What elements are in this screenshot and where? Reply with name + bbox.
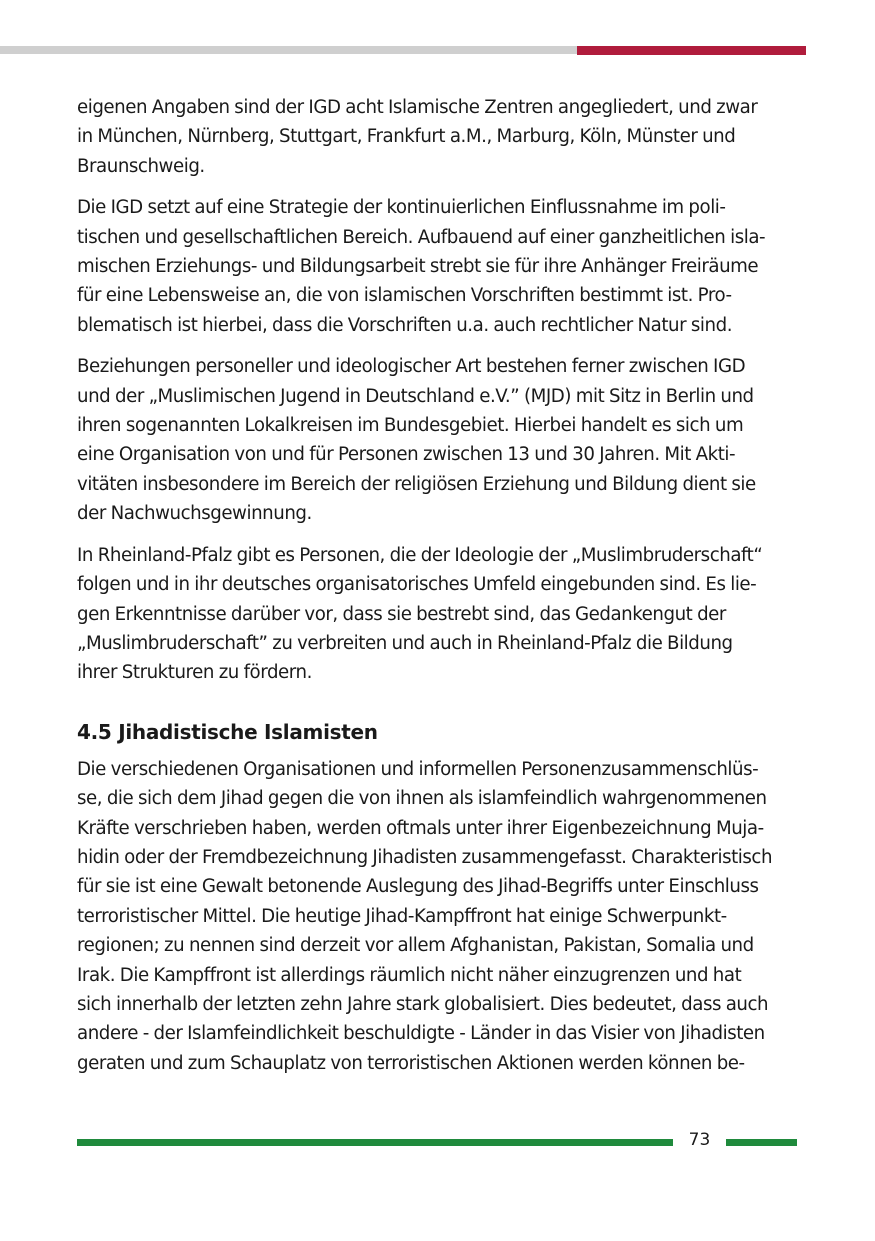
footer-rule-left (77, 1139, 673, 1146)
text-line: Beziehungen personeller und ideologischer Art bestehen ferner zwischen IGD (77, 356, 746, 378)
text-line: eigenen Angaben sind der IGD acht Islamische Zentren angegliedert, und zwar (77, 97, 758, 118)
text-line: terroristischer Mittel. Die heutige Jihad-Kampffront hat einige Schwerpunkt- (77, 905, 727, 927)
text-line: regionen; zu nennen sind derzeit vor allem Afghanistan, Pakistan, Somalia und (77, 935, 754, 957)
text-line: geraten und zum Schauplatz von terroristischen Aktionen werden können be- (77, 1052, 745, 1074)
text-line: tischen und gesellschaftlichen Bereich. Aufbauend auf einer ganzheitlichen isla- (77, 226, 766, 248)
text-line: sich innerhalb der letzten zehn Jahre stark globalisiert. Dies bedeutet, dass auch (77, 993, 769, 1015)
paragraph (77, 755, 801, 1078)
page-body (77, 93, 801, 1090)
paragraph (77, 193, 801, 340)
text-line: In Rheinland-Pfalz gibt es Personen, die der Ideologie der „Muslimbruderschaft“ (77, 544, 763, 566)
section-heading: 4.5 Jihadistische Islamisten (77, 719, 378, 744)
paragraph (77, 93, 801, 181)
text-line: ihren sogenannten Lokalkreisen im Bundesgebiet. Hierbei handelt es sich um (77, 415, 744, 437)
text-line: Die IGD setzt auf eine Strategie der kontinuierlichen Einflussnahme im poli- (77, 197, 726, 219)
text-line: der Nachwuchsgewinnung. (77, 503, 312, 525)
text-line: se, die sich dem Jihad gegen die von ihnen als islamfeindlich wahrgenommenen (77, 788, 767, 810)
text-line: folgen und in ihr deutsches organisatorisches Umfeld eingebunden sind. Es lie- (77, 574, 757, 596)
paragraph (77, 352, 801, 528)
text-line: für sie ist eine Gewalt betonende Auslegung des Jihad-Begriffs unter Einschluss (77, 876, 759, 898)
text-line: Braunschweig. (77, 155, 205, 177)
text-line: Die verschiedenen Organisationen und informellen Personenzusammenschlüs- (77, 758, 759, 780)
text-line: Kräfte verschrieben haben, werden oftmals unter ihrer Eigenbezeichnung Muja- (77, 817, 764, 839)
text-line: für eine Lebensweise an, die von islamischen Vorschriften bestimmt ist. Pro- (77, 285, 732, 307)
page-number: 73 (688, 1130, 711, 1150)
text-line: andere - der Islamfeindlichkeit beschuldigte - Länder in das Visier von Jihadisten (77, 1023, 765, 1045)
text-line: „Muslimbruderschaft” zu verbreiten und auch in Rheinland-Pfalz die Bildung (77, 632, 733, 654)
text-line: gen Erkenntnisse darüber vor, dass sie bestrebt sind, das Gedankengut der (77, 603, 726, 625)
text-line: mischen Erziehungs- und Bildungsarbeit strebt sie für ihre Anhänger Freiräume (77, 256, 759, 278)
header-rule-grey (0, 46, 577, 54)
header-rule-red (577, 46, 806, 55)
text-line: in München, Nürnberg, Stuttgart, Frankfurt a.M., Marburg, Köln, Münster und (77, 126, 736, 148)
text-line: und der „Muslimischen Jugend in Deutschland e.V.” (MJD) mit Sitz in Berlin und (77, 385, 754, 407)
footer-rule-right (726, 1139, 797, 1146)
text-line: vitäten insbesondere im Bereich der religiösen Erziehung und Bildung dient sie (77, 473, 756, 495)
text-line: ihrer Strukturen zu fördern. (77, 662, 312, 684)
text-line: hidin oder der Fremdbezeichnung Jihadisten zusammengefasst. Charakteristisch (77, 846, 773, 868)
paragraph (77, 541, 801, 688)
text-line: Irak. Die Kampffront ist allerdings räumlich nicht näher einzugrenzen und hat (77, 964, 742, 986)
text-line: eine Organisation von und für Personen zwischen 13 und 30 Jahren. Mit Akti- (77, 444, 736, 466)
text-line: blematisch ist hierbei, dass die Vorschriften u.a. auch rechtlicher Natur sind. (77, 314, 733, 336)
